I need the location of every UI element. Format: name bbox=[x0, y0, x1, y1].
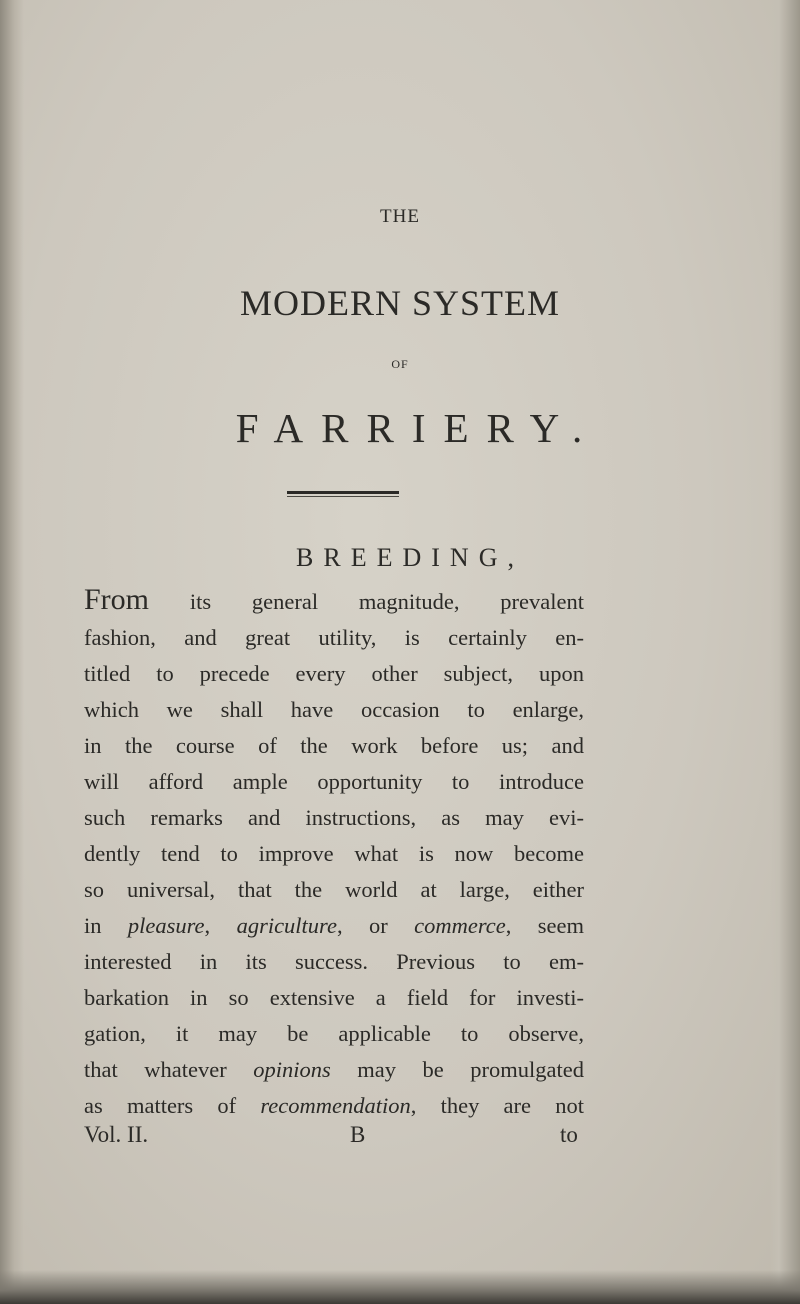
volume-label: Vol. II. bbox=[84, 1122, 149, 1147]
body-line: in the course of the work before us; and bbox=[84, 733, 584, 758]
body-line: that whatever opinions may be promulgated bbox=[84, 1057, 584, 1082]
body-line: so universal, that the world at large, either bbox=[84, 877, 584, 902]
body-line: in pleasure, agriculture, or commerce, seem bbox=[84, 913, 584, 938]
lead-word: From bbox=[84, 583, 150, 616]
title-main: MODERN SYSTEM bbox=[239, 283, 561, 323]
body-line: titled to precede every other subject, upon bbox=[84, 661, 584, 686]
title-of: OF bbox=[391, 357, 409, 371]
body-line: will afford ample opportunity to introduce bbox=[84, 769, 584, 794]
title-subject: FARRIERY. bbox=[235, 405, 601, 451]
signature-mark: B bbox=[350, 1122, 366, 1147]
body-line: From its general magnitude, prevalent bbox=[84, 583, 584, 616]
body-line: fashion, and great utility, is certainly en- bbox=[84, 625, 584, 650]
body-line: dently tend to improve what is now become bbox=[84, 841, 584, 866]
body-line: which we shall have occasion to enlarge, bbox=[84, 697, 584, 722]
body-line: interested in its success. Previous to em- bbox=[84, 949, 584, 974]
decorative-rule bbox=[287, 491, 399, 497]
page-edge-left bbox=[0, 0, 24, 1304]
body-line: as matters of recommendation, they are not bbox=[84, 1093, 584, 1118]
section-heading: BREEDING, bbox=[296, 543, 524, 572]
body-line: barkation in so extensive a field for investi- bbox=[84, 985, 584, 1010]
page-edge-bottom bbox=[0, 1270, 800, 1304]
header-word: THE bbox=[380, 206, 420, 227]
catchword: to bbox=[560, 1122, 578, 1147]
body-paragraph bbox=[84, 582, 584, 1124]
page-edge-right bbox=[770, 0, 800, 1304]
body-line: gation, it may be applicable to observe, bbox=[84, 1021, 584, 1046]
body-line: such remarks and instructions, as may evi- bbox=[84, 805, 584, 830]
